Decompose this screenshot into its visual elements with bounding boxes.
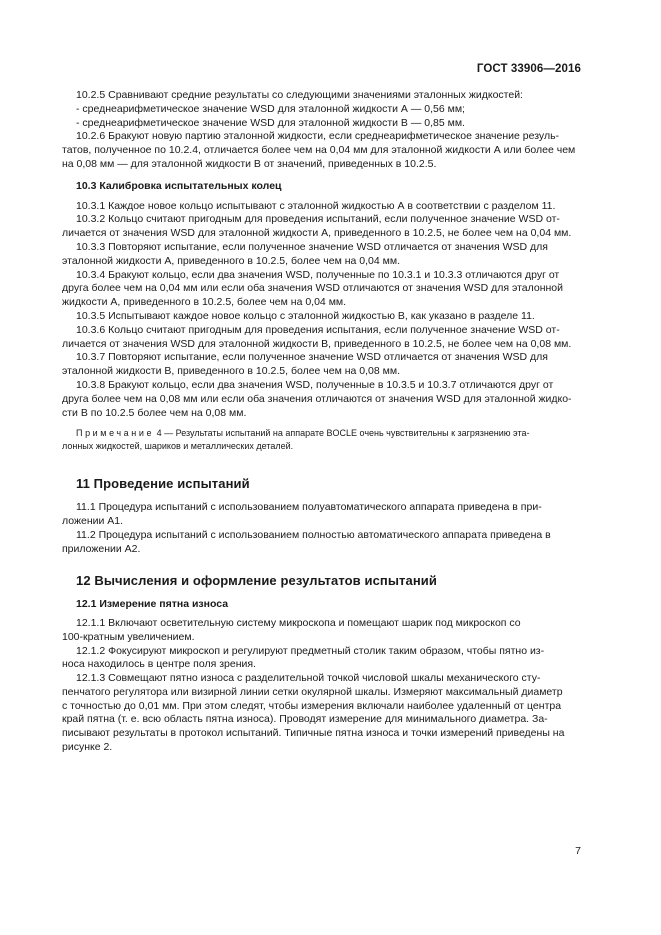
paragraph-10-3-1: 10.3.1 Каждое новое кольцо испытывают с эталонной жидкостью А в соответствии с разделом 11.	[76, 199, 556, 212]
subsection-heading-12-1: 12.1 Измерение пятна износа	[76, 598, 229, 611]
page-number: 7	[575, 845, 581, 857]
paragraph-10-3-5: 10.3.5 Испытывают каждое новое кольцо с эталонной жидкостью В, как указано в разделе 11.	[76, 309, 535, 322]
paragraph-10-3-6: 10.3.6 Кольцо считают пригодным для проведения испытания, если полученное значение WSD от- личается от значения WSD для эталонной жидкости В, приведенного в 10.2.5, не более чем на 0,08 мм.	[62, 323, 572, 350]
paragraph-10-3-7: 10.3.7 Повторяют испытание, если полученное значение WSD отличается от значения WSD для эталонной жидкости В, приведенного в 10.2.5, более чем на 0,08 мм.	[62, 351, 548, 378]
paragraph-10-3-3: 10.3.3 Повторяют испытание, если полученное значение WSD отличается от значения WSD для эталонной жидкости А, приведенного в 10.2.5, более чем на 0,04 мм.	[62, 240, 548, 267]
document-header: ГОСТ 33906—2016	[476, 63, 581, 75]
paragraph-12-1-2: 12.1.2 Фокусируют микроскоп и регулируют предметный столик таким образом, чтобы пятно из- носа находилось в центре поля зрения.	[62, 644, 545, 671]
page-content	[62, 89, 582, 755]
note-label: Примечание	[76, 428, 155, 439]
paragraph-12-1-3: 12.1.3 Совмещают пятно износа с разделительной точкой числовой шкалы механического сту- пенчатого регулятора или визирной линии сетки окулярной шкалы. Измеряют максимальный диаметр с точностью до 0,01 мм. При этом следят, чтобы измерения включали наиболее удаленный от центра край пятна (т. е. всю область пятна износа). Проводят измерение для минимального диаметра. За- писывают результаты в протокол испытаний. Типичные пятна износа и точки измерений приведены на рисунке 2.	[62, 672, 565, 754]
paragraph-10-2-5: 10.2.5 Сравнивают средние результаты со следующими значениями эталонных жидкостей: - среднеарифметическое значение WSD для эталонной жидкости А — 0,56 мм; - среднеарифметическое значение WSD для эталонной жидкости В — 0,85 мм.	[76, 89, 523, 129]
section-heading-11: 11 Проведение испытаний	[76, 476, 250, 492]
paragraph-10-2-6: 10.2.6 Бракуют новую партию эталонной жидкости, если среднеарифметическое значение резуль- татов, полученное по 10.2.4, отличается более чем на 0,04 мм для эталонной жидкости А или более чем на 0,08 мм — для эталонной жидкости В от значений, приведенных в 10.2.5.	[62, 130, 576, 170]
section-heading-12: 12 Вычисления и оформление результатов испытаний	[76, 573, 437, 589]
paragraph-10-3-8: 10.3.8 Бракуют кольцо, если два значения WSD, полученные в 10.3.5 и 10.3.7 отличаются друг от друга более чем на 0,08 мм или если оба значения отличаются от значения WSD для эталонной жидко- сти В по 10.2.5 более чем на 0,08 мм.	[62, 378, 572, 419]
paragraph-10-3-4: 10.3.4 Бракуют кольцо, если два значения WSD, полученные по 10.3.1 и 10.3.3 отличаются друг от друга более чем на 0,04 мм или если оба значения WSD отличаются от значения WSD для эталонной жидкости А, приведенного в 10.2.5, более чем на 0,04 мм.	[62, 268, 563, 309]
paragraph-11-1: 11.1 Процедура испытаний с использованием полуавтоматического аппарата приведена в при- ложении А1.	[62, 501, 542, 527]
paragraph-10-3-2: 10.3.2 Кольцо считают пригодным для проведения испытаний, если полученное значение WSD от- личается от значения WSD для эталонной жидкости А, приведенного в 10.2.5, не более чем на 0,04 мм.	[62, 213, 572, 240]
paragraph-12-1-1: 12.1.1 Включают осветительную систему микроскопа и помещают шарик под микроскоп со 100-кратным увеличением.	[62, 616, 521, 643]
subsection-heading-10-3: 10.3 Калибровка испытательных колец	[76, 179, 282, 192]
note-4: Примечание 4 — Результаты испытаний на аппарате BOCLE очень чувствительны к загрязнению эта- лонных жидкостей, шариков и металлических деталей.	[62, 428, 530, 451]
note-text: 4 — Результаты испытаний на аппарате BOCLE очень чувствительны к загрязнению эта-	[154, 428, 530, 439]
paragraph-11-2: 11.2 Процедура испытаний с использованием полностью автоматического аппарата приведена в приложении А2.	[62, 528, 551, 555]
